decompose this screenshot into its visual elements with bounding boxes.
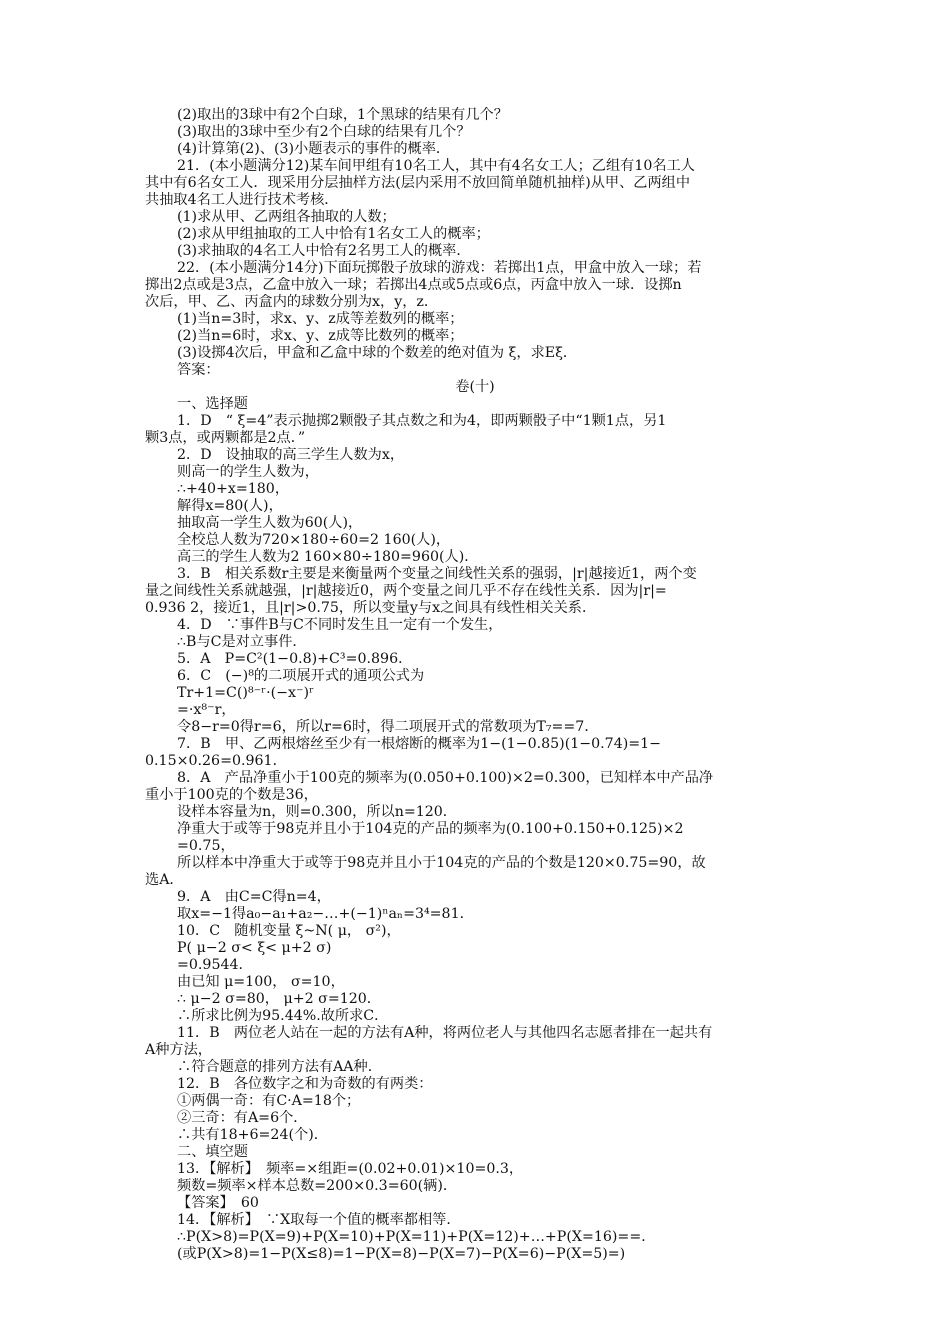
formula-line: (或P(X>8)=1−P(X≤8)=1−P(X=8)−P(X=7)−P(X=6)−P(X=5)=) xyxy=(177,1246,626,1262)
text-line: (1)求从甲、乙两组各抽取的人数； xyxy=(177,209,396,225)
text-line: 5．A P=C²(1−0.8)+C³=0.896． xyxy=(177,651,413,667)
text-line: ①两偶一奇：有C·A=18个； xyxy=(177,1093,361,1109)
text-line: (2)取出的3球中有2个白球，1个黑球的结果有几个？ xyxy=(177,107,508,123)
text-line: (2)当n=6时，求x、y、z成等比数列的概率； xyxy=(177,328,464,344)
text-line: 8．A 产品净重小于100克的频率为(0.050+0.100)×2=0.300，已知样本中产品净 xyxy=(177,770,714,786)
text-line: 6．C (−)⁸的二项展开式的通项公式为 xyxy=(177,668,425,684)
text-line: 4．D ∵事件B与C不同时发生且一定有一个发生， xyxy=(177,617,503,633)
section-heading: 一、选择题 xyxy=(177,396,248,412)
formula-line: ∴P(X>8)=P(X=9)+P(X=10)+P(X=11)+P(X=12)+…+P(X=16)==． xyxy=(177,1229,656,1245)
text-line: ∴ μ−2 σ=80， μ+2 σ=120． xyxy=(177,991,381,1007)
formula-line: P( μ−2 σ< ξ< μ+2 σ) xyxy=(177,940,332,956)
text-line: 所以样本中净重大于或等于98克并且小于104克的产品的个数是120×0.75=90，故 xyxy=(177,855,706,871)
text-line: 9．A 由C=C得n=4， xyxy=(177,889,331,905)
text-line: (2)求从甲组抽取的工人中恰有1名女工人的概率； xyxy=(177,226,490,242)
text-line: 13．【解析】 频率=×组距=(0.02+0.01)×10=0.3， xyxy=(177,1161,524,1177)
text-line: 22．(本小题满分14分)下面玩掷骰子放球的游戏：若掷出1点，甲盒中放入一球；若 xyxy=(177,260,702,276)
text-line: A种方法， xyxy=(145,1042,212,1058)
text-line: 设样本容量为n，则=0.300，所以n=120． xyxy=(177,804,457,820)
text-line: 0.15×0.26=0.961． xyxy=(145,753,287,769)
section-heading: 二、填空题 xyxy=(177,1144,248,1160)
text-line: 颗3点，或两颗都是2点．” xyxy=(145,430,306,446)
text-line: 重小于100克的个数是36， xyxy=(145,787,318,803)
text-line: 1．D “ ξ=4”表示抛掷2颗骰子其点数之和为4，即两颗骰子中“1颗1点，另1 xyxy=(177,413,667,429)
text-line: 则高一的学生人数为， xyxy=(177,464,319,480)
text-line: (1)当n=3时，求x、y、z成等差数列的概率； xyxy=(177,311,464,327)
text-line: ∴符合题意的排列方法有AA种． xyxy=(177,1059,382,1075)
text-line: ∴B与C是对立事件． xyxy=(177,634,307,650)
text-line: 取x=−1得a₀−a₁+a₂−…+(−1)ⁿaₙ=3⁴=81． xyxy=(177,906,474,922)
text-line: 由已知 μ=100， σ=10， xyxy=(177,974,345,990)
text-line: 答案： xyxy=(177,362,220,378)
text-line: 量之间线性关系就越强，|r|越接近0，两个变量之间几乎不存在线性关系．因为|r|= xyxy=(145,583,667,599)
formula-line: =·x⁸⁻r， xyxy=(177,702,236,718)
text-line: 10．C 随机变量 ξ~N( μ， σ²)， xyxy=(177,923,401,939)
text-line: 3．B 相关系数r主要是来衡量两个变量之间线性关系的强弱，|r|越接近1，两个变 xyxy=(177,566,697,582)
text-line: 12．B 各位数字之和为奇数的有两类： xyxy=(177,1076,433,1092)
text-line: (3)设掷4次后，甲盒和乙盒中球的个数差的绝对值为 ξ，求Eξ． xyxy=(177,345,578,361)
text-line: 0.936 2，接近1，且|r|>0.75，所以变量y与x之间具有线性相关关系． xyxy=(145,600,597,616)
text-line: 共抽取4名工人进行技术考核． xyxy=(145,192,339,208)
text-line: 净重大于或等于98克并且小于104克的产品的频率为(0.100+0.150+0.125)×2 xyxy=(177,821,684,837)
text-line: 令8−r=0得r=6，所以r=6时，得二项展开式的常数项为T₇==7． xyxy=(177,719,599,735)
text-line: ∴共有18+6=24(个)． xyxy=(177,1127,328,1143)
text-line: 高三的学生人数为2 160×80÷180=960(人)． xyxy=(177,549,479,565)
formula-line: =0.9544． xyxy=(177,957,253,973)
text-line: (4)计算第(2)、(3)小题表示的事件的概率． xyxy=(177,141,451,157)
formula-line: Tr+1=C()⁸⁻ʳ·(−x⁻)ʳ xyxy=(177,685,314,701)
text-line: (3)求抽取的4名工人中恰有2名男工人的概率． xyxy=(177,243,471,259)
text-line: ∴所求比例为95.44%.故所求C． xyxy=(177,1008,389,1024)
text-line: 其中有6名女工人．现采用分层抽样方法(层内采用不放回简单随机抽样)从甲、乙两组中 xyxy=(145,175,691,191)
text-line: (3)取出的3球中至少有2个白球的结果有几个？ xyxy=(177,124,471,140)
text-line: 频数=频率×样本总数=200×0.3=60(辆)． xyxy=(177,1178,458,1194)
text-line: 掷出2点或是3点，乙盒中放入一球；若掷出4点或5点或6点，丙盒中放入一球．设掷n xyxy=(145,277,682,293)
text-line: 11．B 两位老人站在一起的方法有A种，将两位老人与其他四名志愿者排在一起共有 xyxy=(177,1025,713,1041)
text-line: 解得x=80(人)， xyxy=(177,498,283,514)
text-line: 2．D 设抽取的高三学生人数为x， xyxy=(177,447,405,463)
text-line: 全校总人数为720×180÷60=2 160(人)， xyxy=(177,532,451,548)
text-line: 14．【解析】 ∵X取每一个值的概率都相等． xyxy=(177,1212,461,1228)
answer-line: 【答案】 60 xyxy=(177,1195,259,1211)
text-line: ②三奇：有A=6个． xyxy=(177,1110,308,1126)
section-title: 卷(十) xyxy=(455,379,495,395)
text-line: 选A． xyxy=(145,872,184,888)
text-line: =0.75， xyxy=(177,838,235,854)
text-line: 21．(本小题满分12)某车间甲组有10名工人，其中有4名女工人；乙组有10名工人 xyxy=(177,158,695,174)
text-line: 7．B 甲、乙两根熔丝至少有一根熔断的概率为1−(1−0.85)(1−0.74)=1− xyxy=(177,736,662,752)
text-line: ∴+40+x=180， xyxy=(177,481,290,497)
text-line: 次后，甲、乙、丙盒内的球数分别为x，y，z． xyxy=(145,294,439,310)
text-line: 抽取高一学生人数为60(人)， xyxy=(177,515,363,531)
